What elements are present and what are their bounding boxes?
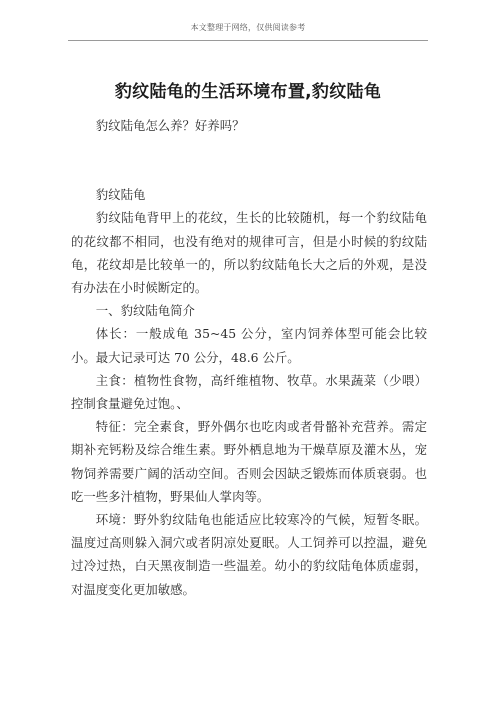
paragraph-size: 体长：一般成龟 35~45 公分，室内饲养体型可能会比较小。最大记录可达 70 公分，48.6 公斤。: [71, 326, 427, 365]
document-body: [71, 114, 427, 601]
paragraph-pattern: 豹纹陆龟背甲上的花纹，生长的比较随机，每一个豹纹陆龟的花纹都不相同，也没有绝对的规律可言，但是小时候的豹纹陆龟，花纹却是比较单一的，所以豹纹陆龟长大之后的外观，是没有办法在小时候断定的。: [71, 210, 427, 296]
section-label: 豹纹陆龟: [95, 187, 146, 203]
document-title: 豹纹陆龟的生活环境布置,豹纹陆龟: [114, 82, 382, 102]
paragraph-environment: 环境：野外豹纹陆龟也能适应比较寒冷的气候，短暂冬眠。温度过高则躲入洞穴或者阴凉处夏眠。人工饲养可以控温，避免过冷过热，白天黑夜制造一些温差。幼小的豹纹陆龟体质虚弱，对温度变化更加敏感。: [71, 512, 427, 597]
paragraph-diet: 主食：植物性食物，高纤维植物、牧草。水果蔬菜（少喂）控制食量避免过饱。、: [71, 372, 427, 412]
intro-question: 豹纹陆龟怎么养？好养吗？: [95, 118, 245, 133]
section-heading: 一、豹纹陆龟简介: [95, 303, 195, 319]
header-note: 本文整理于网络，仅供阅读参考: [190, 23, 306, 32]
paragraph-features: 特征：完全素食，野外偶尔也吃肉或者骨骼补充营养。需定期补充钙粉及综合维生素。野外栖息地为干燥草原及灌木丛，宠物饲养需要广阔的活动空间。否则会因缺乏锻炼而体质衰弱。也吃一些多汁植物，野果仙人掌肉等。: [71, 419, 427, 504]
header-divider: [68, 40, 428, 41]
